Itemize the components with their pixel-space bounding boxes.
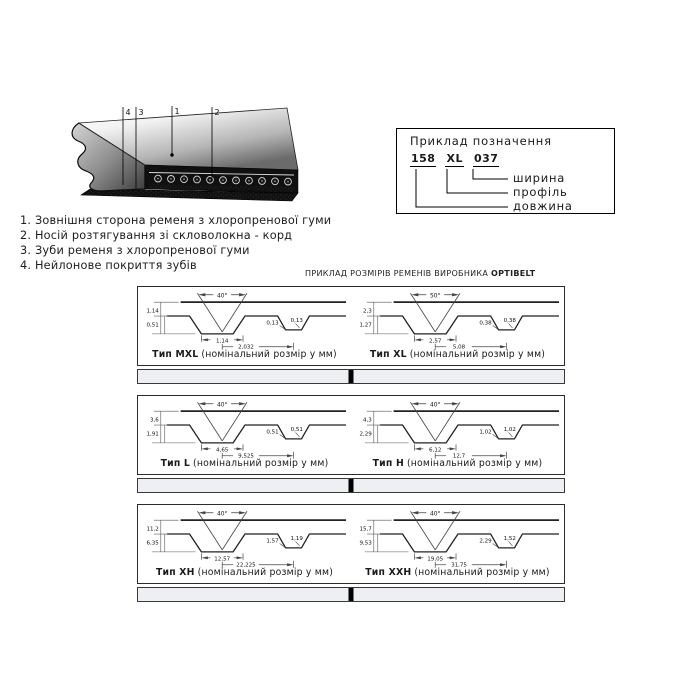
designation-title: Приклад позначення: [410, 134, 552, 148]
pitch-arrow: [287, 563, 293, 566]
width-arrow-left: [201, 338, 207, 341]
tooth-width-value: 4,65: [215, 447, 228, 454]
width-arrow-right: [236, 447, 242, 450]
tooth-height-value: 1,91: [145, 431, 159, 438]
belt-thickness-value: 2,3: [362, 308, 372, 315]
tooth-width-value: 19,05: [426, 556, 443, 563]
caption-note: (номінальний розмір у мм): [197, 567, 334, 578]
tooth-width-value: 6,12: [428, 447, 441, 454]
belt-type-name: Тип H: [372, 458, 404, 469]
tooth-profile-diagram: [139, 398, 351, 460]
width-arrow-left: [414, 556, 420, 559]
tooth-profile-outline: [166, 425, 345, 443]
pitch-value: 22,225: [235, 562, 256, 569]
tooth-profile-diagram: [352, 507, 564, 569]
belt-row: [137, 395, 565, 493]
radius-left-value: 1,02: [478, 429, 492, 436]
radius-right-value: 0,38: [503, 317, 516, 324]
designation-label-length: довжина: [513, 199, 573, 213]
belt-type-panel: [351, 287, 564, 365]
height-dimension-lines: [364, 302, 408, 334]
caption-note: (номінальний розмір у мм): [414, 567, 550, 578]
radius-left-value: 0,13: [265, 320, 279, 327]
caption-note: (номінальний розмір у мм): [193, 458, 329, 469]
belt-row: [137, 504, 565, 602]
legend-item-1: 1. Зовнішня сторона ременя з хлоропренової гуми: [20, 214, 332, 227]
pitch-value: 9,525: [237, 453, 254, 460]
section-header-brand: OPTIBELT: [491, 269, 536, 278]
radius-left-value: 1,57: [265, 538, 279, 545]
panel-caption: [351, 567, 564, 578]
radius-right-value: 1,02: [503, 426, 516, 433]
belt-thickness-value: 15,7: [358, 526, 372, 533]
radius-right-value: 1,52: [503, 535, 516, 542]
width-arrow-left: [414, 447, 420, 450]
callout-label-4: 4: [125, 108, 131, 117]
width-arrow-right: [236, 556, 242, 559]
legend-item-4: 4. Нейлонове покриття зубів: [20, 259, 197, 272]
panel-caption: [351, 349, 564, 360]
tooth-profile-outline: [166, 316, 345, 334]
belt-type-name: Тип XL: [369, 349, 407, 360]
tooth-profile-outline: [379, 425, 558, 443]
radius-right-leader: [508, 432, 512, 436]
designation-label-width: ширина: [513, 171, 566, 185]
width-arrow-left: [201, 556, 207, 559]
tooth-height-value: 2,29: [358, 431, 372, 438]
belt-type-name: Тип MXL: [152, 349, 199, 360]
empty-strip: [137, 587, 565, 602]
belt-type-panel: [138, 396, 351, 474]
panel-caption: [138, 349, 351, 360]
empty-strip: [137, 478, 565, 493]
callout-label-2: 2: [214, 108, 220, 117]
diagram-box: [137, 504, 565, 584]
panel-caption: [351, 458, 564, 469]
pitch-value: 5,08: [452, 344, 465, 351]
designation-label-profile: профіль: [513, 185, 568, 199]
callout-dot: [170, 153, 173, 156]
legend-item-2: 2. Носій розтягування зі скловолокна - корд: [20, 229, 293, 242]
belt-type-panel: [351, 396, 564, 474]
pitch-arrow: [500, 345, 506, 348]
angle-value: 40°: [429, 401, 440, 409]
strip-divider: [349, 370, 354, 383]
tooth-profile-outline: [379, 534, 558, 552]
height-dimension-lines: [151, 520, 195, 552]
radius-right-leader: [295, 432, 299, 436]
width-arrow-right: [449, 338, 455, 341]
section-header: [305, 269, 535, 278]
tooth-height-value: 1,27: [358, 322, 372, 329]
pitch-value: 31,75: [450, 562, 467, 569]
caption-note: (номінальний розмір у мм): [409, 349, 546, 360]
pitch-arrow: [500, 563, 506, 566]
legend-item-3: 3. Зуби ременя з хлоропренової гуми: [20, 244, 250, 257]
caption-note: (номінальний розмір у мм): [201, 349, 337, 360]
belt-type-panel: [351, 505, 564, 583]
belt-thickness-value: 1,14: [145, 308, 159, 315]
radius-left-value: 0,51: [265, 429, 279, 436]
pitch-value: 2,032: [237, 344, 254, 351]
callout-label-1: 1: [174, 107, 180, 116]
tooth-profile-outline: [379, 316, 558, 334]
radius-right-leader: [508, 323, 512, 327]
radius-right-value: 0,51: [290, 426, 303, 433]
strip-divider: [349, 588, 354, 601]
width-arrow-left: [201, 447, 207, 450]
code-length-value: 158: [411, 152, 436, 165]
panel-caption: [138, 458, 351, 469]
radius-right-leader: [508, 541, 512, 545]
angle-value: 40°: [429, 510, 440, 518]
diagram-box: [137, 286, 565, 366]
width-arrow-right: [449, 556, 455, 559]
radius-right-leader: [295, 541, 299, 545]
angle-value: 50°: [429, 292, 440, 300]
radius-right-leader: [295, 323, 299, 327]
tooth-width-value: 1,14: [215, 338, 228, 345]
panels-grid: [137, 286, 565, 613]
belt-type-name: Тип XXH: [365, 567, 412, 578]
tooth-profile-diagram: [139, 289, 351, 351]
tooth-width-value: 12,57: [213, 556, 230, 563]
tooth-profile-diagram: [352, 398, 564, 460]
belt-type-name: Тип L: [160, 458, 191, 469]
radius-right-value: 0,13: [290, 317, 303, 324]
pitch-arrow: [500, 454, 506, 457]
tooth-height-value: 9,53: [358, 540, 372, 547]
belt-illustration: [65, 94, 310, 212]
tooth-profile-diagram: [352, 289, 564, 351]
panel-caption: [138, 567, 351, 578]
pitch-arrow: [287, 345, 293, 348]
radius-left-value: 0,38: [478, 320, 492, 327]
pitch-arrow: [287, 454, 293, 457]
belt-thickness-value: 4,3: [362, 417, 372, 424]
empty-strip: [137, 369, 565, 384]
width-arrow-right: [236, 338, 242, 341]
belt-type-panel: [138, 505, 351, 583]
tooth-height-value: 0,51: [145, 322, 159, 329]
angle-value: 40°: [216, 510, 227, 518]
angle-value: 40°: [216, 401, 227, 409]
belt-thickness-value: 3,6: [149, 417, 159, 424]
height-dimension-lines: [151, 411, 195, 443]
code-width-value: 037: [473, 152, 499, 165]
callout-label-3: 3: [138, 108, 144, 117]
radius-right-value: 1,19: [290, 535, 303, 542]
designation-connector-lines: [397, 129, 614, 213]
tooth-width-value: 2,57: [428, 338, 441, 345]
tooth-profile-diagram: [139, 507, 351, 569]
belt-row: [137, 286, 565, 384]
tooth-profile-outline: [166, 534, 345, 552]
height-dimension-lines: [364, 411, 408, 443]
belt-type-panel: [138, 287, 351, 365]
designation-box: [396, 128, 615, 214]
width-arrow-left: [414, 338, 420, 341]
tooth-height-value: 6,35: [145, 540, 159, 547]
code-profile-value: XL: [446, 152, 463, 165]
angle-value: 40°: [216, 292, 227, 300]
height-dimension-lines: [151, 302, 195, 334]
radius-left-value: 2,29: [478, 538, 492, 545]
belt-3d-drawing: [65, 94, 310, 212]
belt-type-name: Тип XH: [155, 567, 195, 578]
legend-list: [20, 213, 331, 273]
diagram-box: [137, 395, 565, 475]
caption-note: (номінальний розмір у мм): [406, 458, 543, 469]
section-header-text: ПРИКЛАД РОЗМІРІВ РЕМЕНІВ ВИРОБНИКА: [305, 269, 489, 278]
belt-thickness-value: 11,2: [145, 526, 159, 533]
pitch-value: 12,7: [452, 453, 465, 460]
width-arrow-right: [449, 447, 455, 450]
strip-divider: [349, 479, 354, 492]
height-dimension-lines: [364, 520, 408, 552]
